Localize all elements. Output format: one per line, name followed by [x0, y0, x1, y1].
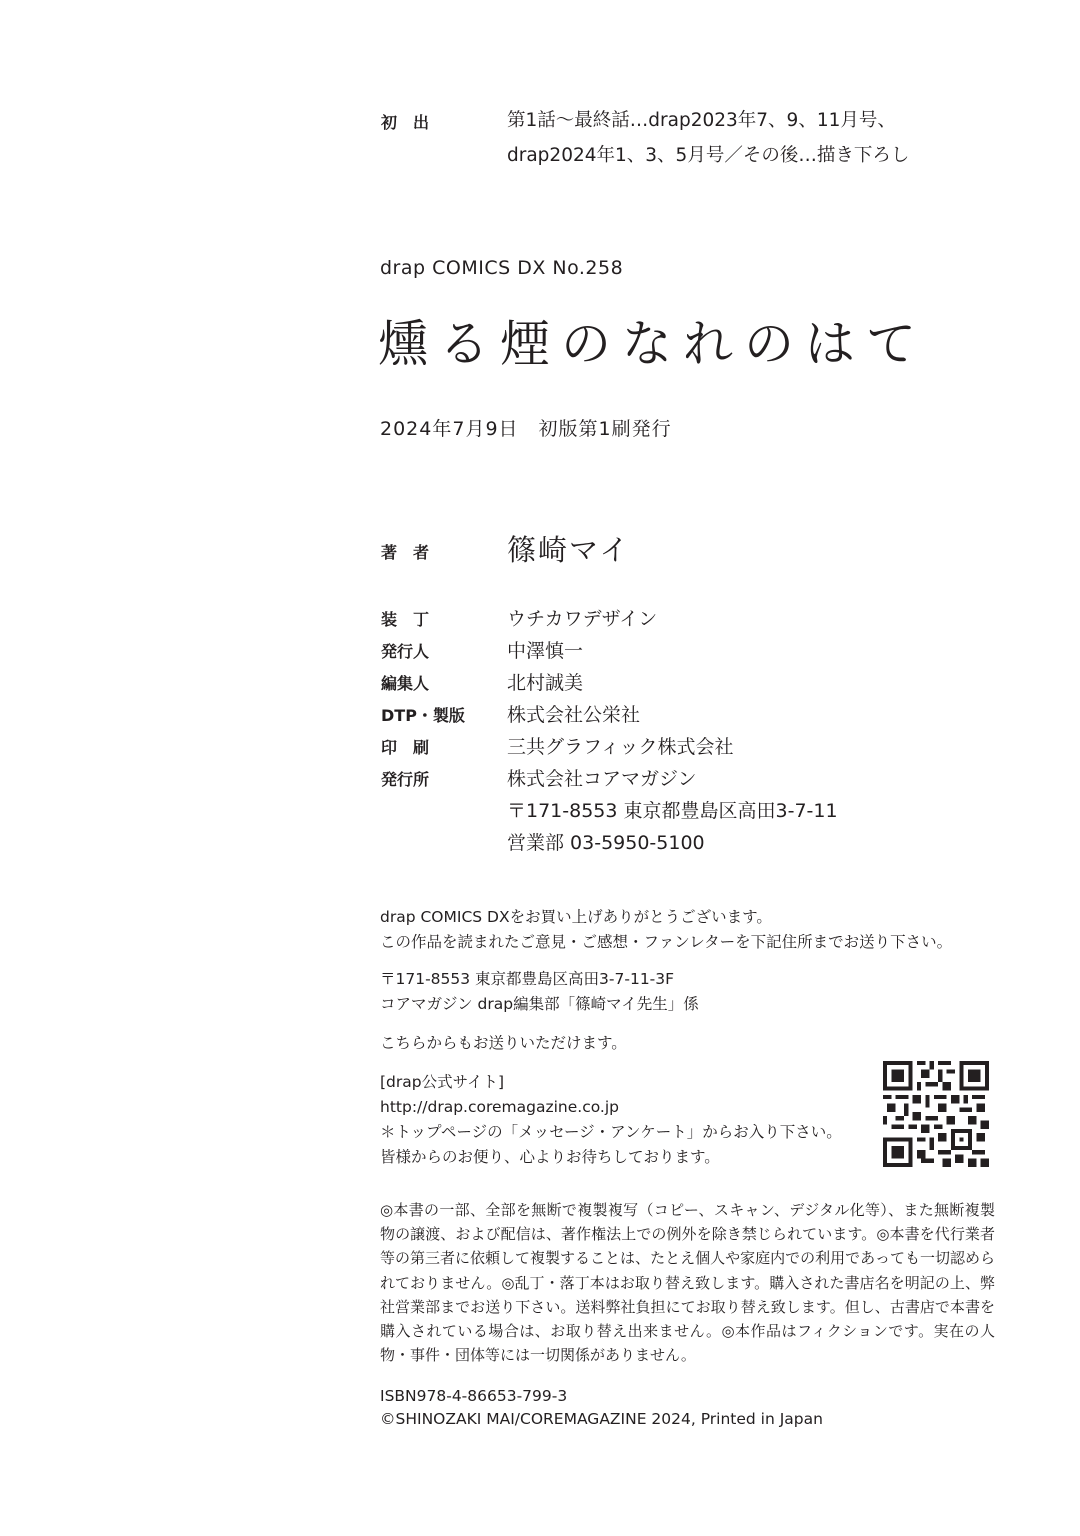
- legal-notice: ◎本書の一部、全部を無断で複製複写（コピー、スキャン、デジタル化等）、また無断複製物の譲渡、および配信は、著作権法上での例外を除き禁じられています。◎本書を代行業者等の第三者に依頼して複製することは、たとえ個人や家庭内での利用であっても一切認められておりません。◎乱丁・落丁本はお取り替え致します。購入された書店名を明記の上、弊社営業部までお送り下さい。送料弊社負担にてお取り替え致します。但し、古書店で本書を購入されている場合は、お取り替え出来ません。◎本作品はフィクションです。実在の人物・事件・団体等には一切関係がありません。: [380, 1201, 995, 1365]
- author-label: 著 者: [381, 543, 430, 562]
- publisher-address: 〒171-8553 東京都豊島区高田3-7-11: [507, 800, 838, 822]
- credit-value-printing: 三共グラフィック株式会社: [507, 736, 734, 758]
- author-name: 篠崎マイ: [507, 533, 631, 567]
- credit-value-dtp: 株式会社公栄社: [507, 704, 641, 726]
- online-note: こちらからもお送りいただけます。: [380, 1034, 627, 1052]
- website-instruction: ＊トップページの「メッセージ・アンケート」からお入り下さい。: [380, 1123, 842, 1141]
- credit-label-printing: 印 刷: [381, 738, 430, 757]
- book-title: 燻る煙のなれのはて: [378, 315, 927, 373]
- first-publication-label: 初 出: [381, 113, 430, 132]
- first-publication-line1: 第1話〜最終話…drap2023年7、9、11月号、: [507, 110, 896, 131]
- credit-label-dtp: DTP・製版: [381, 706, 465, 725]
- copyright: ©SHINOZAKI MAI/COREMAGAZINE 2024, Printed in Japan: [380, 1410, 823, 1428]
- website-closing: 皆様からのお便り、心よりお待ちしております。: [380, 1148, 720, 1166]
- credit-label-editor: 編集人: [381, 674, 430, 693]
- credit-label-publisher-person: 発行人: [381, 642, 430, 661]
- credit-label-publisher: 発行所: [381, 770, 430, 789]
- credit-value-publisher: 株式会社コアマガジン: [507, 768, 697, 790]
- thanks-line1: drap COMICS DXをお買い上げありがとうございます。: [380, 908, 772, 926]
- website-url[interactable]: http://drap.coremagazine.co.jp: [380, 1098, 620, 1116]
- publisher-phone: 営業部 03-5950-5100: [507, 832, 705, 854]
- first-publication-line2: drap2024年1、3、5月号／その後…描き下ろし: [507, 145, 910, 166]
- fan-mail-address: 〒171-8553 東京都豊島区高田3-7-11-3F: [380, 970, 675, 988]
- qr-code-icon[interactable]: [883, 1061, 989, 1167]
- website-label: [drap公式サイト]: [380, 1073, 505, 1091]
- fan-mail-recipient: コアマガジン drap編集部「篠崎マイ先生」係: [380, 995, 699, 1013]
- credit-label-design: 装 丁: [381, 610, 430, 629]
- isbn: ISBN978-4-86653-799-3: [380, 1387, 568, 1405]
- credit-value-publisher-person: 中澤慎一: [507, 640, 584, 662]
- credit-value-editor: 北村誠美: [507, 672, 584, 694]
- series-name: drap COMICS DX No.258: [380, 257, 624, 279]
- credit-value-design: ウチカワデザイン: [507, 608, 658, 630]
- publish-date: 2024年7月9日 初版第1刷発行: [380, 418, 672, 440]
- thanks-line2: この作品を読まれたご意見・ご感想・ファンレターを下記住所までお送り下さい。: [380, 933, 953, 951]
